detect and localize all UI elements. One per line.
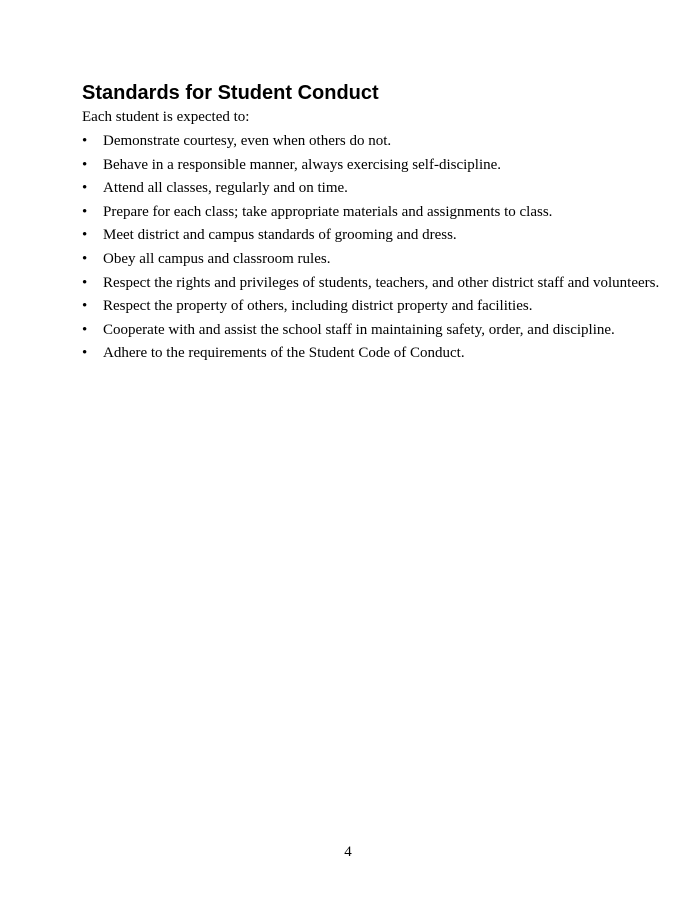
list-item — [82, 132, 659, 156]
conduct-list — [82, 132, 659, 368]
list-item-text: Prepare for each class; take appropriate materials and assignments to class. — [103, 203, 553, 220]
list-item — [82, 203, 659, 227]
section-heading: Standards for Student Conduct — [82, 82, 379, 104]
intro-text: Each student is expected to: — [82, 109, 250, 125]
list-item-text: Cooperate with and assist the school staff in maintaining safety, order, and discipline. — [103, 321, 615, 338]
bullet-icon: • — [82, 203, 88, 220]
list-item-text: Respect the property of others, including district property and facilities. — [103, 298, 533, 315]
bullet-icon: • — [82, 345, 88, 362]
list-item — [82, 274, 659, 298]
bullet-icon: • — [82, 250, 88, 267]
bullet-icon: • — [82, 298, 88, 315]
list-item-text: Demonstrate courtesy, even when others do not. — [103, 133, 392, 149]
list-item-text: Attend all classes, regularly and on time. — [103, 180, 348, 197]
list-item — [82, 226, 659, 250]
list-item — [82, 179, 659, 203]
bullet-icon: • — [82, 227, 88, 244]
list-item — [82, 250, 659, 274]
list-item-text: Adhere to the requirements of the Student Code of Conduct. — [103, 345, 465, 362]
list-item — [82, 156, 659, 180]
bullet-icon: • — [82, 321, 88, 338]
list-item-text: Obey all campus and classroom rules. — [103, 250, 331, 267]
bullet-icon: • — [82, 133, 88, 149]
list-item-text: Meet district and campus standards of grooming and dress. — [103, 227, 457, 244]
list-item — [82, 344, 659, 368]
list-item-text: Behave in a responsible manner, always exercising self-discipline. — [103, 156, 502, 173]
bullet-icon: • — [82, 274, 88, 291]
list-item-text: Respect the rights and privileges of students, teachers, and other district staff and volunteers. — [103, 274, 660, 291]
bullet-icon: • — [82, 156, 88, 173]
list-item — [82, 321, 659, 345]
bullet-icon: • — [82, 180, 88, 197]
list-item — [82, 297, 659, 321]
page-number: 4 — [344, 844, 352, 860]
